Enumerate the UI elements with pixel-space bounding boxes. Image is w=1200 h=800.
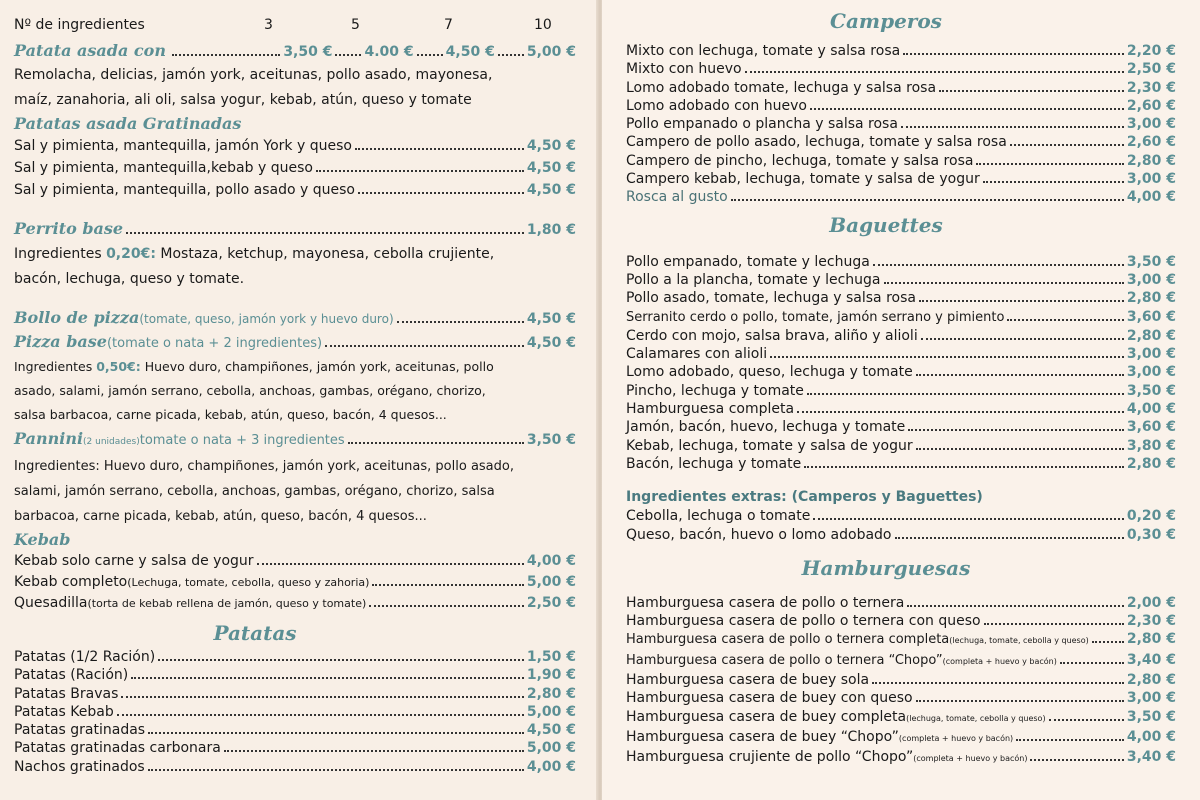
- item-name: Patatas (1/2 Ración): [14, 649, 156, 665]
- kebab-item: [14, 593, 576, 614]
- item-name: Patatas (Ración): [14, 667, 129, 684]
- camperos-item: [626, 60, 1176, 78]
- item-price: 3,00 €: [1126, 116, 1176, 133]
- baguettes-item: [626, 345, 1176, 363]
- pannini-row: [14, 427, 576, 454]
- item-name: Lomo adobado con huevo: [626, 97, 807, 114]
- extras-item: [626, 507, 1176, 525]
- item-price: 4,50 €: [526, 160, 576, 176]
- item-price: 4,00 €: [1126, 401, 1176, 418]
- item-name: Campero de pollo asado, lechuga, tomate y salsa rosa: [626, 134, 1007, 151]
- item-price: 3,60 €: [1126, 419, 1176, 436]
- baguettes-item: [626, 308, 1176, 327]
- perrito-row: [14, 217, 576, 242]
- perrito-ingredients-prefix: Ingredientes: [14, 246, 107, 262]
- item-name: Campero de pincho, lechuga, tomate y salsa rosa: [626, 152, 974, 169]
- item-name: Campero kebab, lechuga, tomate y salsa de yogur: [626, 171, 980, 188]
- item-price: 3,00 €: [1126, 364, 1176, 381]
- camperos-item: [626, 97, 1176, 115]
- item-note: (lechuga, tomate, cebolla y queso): [949, 636, 1089, 646]
- baguettes-item: [626, 327, 1176, 345]
- item-name: Hamburguesa crujiente de pollo “Chopo”: [626, 749, 914, 766]
- ingredients-count-header: [14, 14, 576, 40]
- gratinadas-title: Patatas asada Gratinadas: [14, 114, 242, 133]
- item-price: 3,50 €: [1126, 382, 1176, 399]
- baguettes-item: [626, 418, 1176, 436]
- item-name: Hamburguesa casera de buey sola: [626, 672, 870, 689]
- baguettes-item: [626, 271, 1176, 289]
- item-price: 3,40 €: [1126, 651, 1176, 668]
- baguettes-title: Baguettes: [829, 212, 943, 237]
- pannini-ingredients-1: Ingredientes: Huevo duro, champiñones, jamón york, aceitunas, pollo asado,: [14, 459, 514, 474]
- camperos-item: [626, 115, 1176, 133]
- item-name: Rosca al gusto: [626, 189, 728, 206]
- hamburguesas-title: Hamburguesas: [801, 555, 971, 580]
- item-price: 2,30 €: [1126, 613, 1176, 630]
- item-name: Nachos gratinados: [14, 758, 145, 775]
- item-name: Pollo asado, tomate, lechuga y salsa rosa: [626, 290, 916, 307]
- pizza-ingredients-3: salsa barbacoa, carne picada, kebab, atún, queso, bacón, 4 quesos...: [14, 407, 447, 422]
- item-price: 5,00 €: [526, 703, 576, 720]
- patatas-item: [14, 648, 576, 666]
- item-price: 0,20 €: [1126, 508, 1176, 525]
- item-name: Hamburguesa casera de pollo o ternera con queso: [626, 613, 981, 630]
- item-name: Pincho, lechuga y tomate: [626, 382, 804, 399]
- item-price: 3,40 €: [1126, 749, 1176, 766]
- perrito-title: Perrito base: [14, 219, 124, 238]
- camperos-item: [626, 79, 1176, 97]
- item-name: Serranito cerdo o pollo, tomate, jamón serrano y pimiento: [626, 309, 1005, 325]
- item-name: Cebolla, lechuga o tomate: [626, 508, 811, 525]
- item-price: 4,00 €: [526, 553, 576, 569]
- patatas-item: [14, 721, 576, 739]
- item-name: Patatas gratinadas: [14, 722, 146, 739]
- bollo-note: (tomate, queso, jamón york y huevo duro): [139, 312, 394, 326]
- hamburguesas-item: [626, 651, 1176, 671]
- gratinadas-item: [14, 179, 576, 201]
- item-price: 2,80 €: [1126, 290, 1176, 307]
- item-price: 3,00 €: [1126, 346, 1176, 363]
- hamburguesas-item: [626, 708, 1176, 728]
- patata-asada-ingredients-2: maíz, zanahoria, ali oli, salsa yogur, kebab, atún, queso y tomate: [14, 92, 472, 108]
- item-price: 5,00 €: [526, 740, 576, 757]
- camperos-title: Camperos: [830, 9, 942, 33]
- item-name: Queso, bacón, huevo o lomo adobado: [626, 526, 892, 543]
- item-price: 2,60 €: [1126, 97, 1176, 114]
- item-name: Pollo empanado o plancha y salsa rosa: [626, 116, 898, 133]
- pizza-ingredients-list: Huevo duro, champiñones, jamón york, aceitunas, pollo: [140, 359, 494, 374]
- item-note: (torta de kebab rellena de jamón, queso y tomate): [87, 597, 367, 610]
- camperos-item: [626, 170, 1176, 188]
- item-note: (Lechuga, tomate, cebolla, queso y zahoria): [127, 576, 370, 589]
- baguettes-item: [626, 437, 1176, 455]
- item-note: (completa + huevo y bacón): [913, 754, 1028, 764]
- left-page: [0, 0, 598, 800]
- pannini-title: Pannini: [14, 429, 84, 448]
- camperos-item: [626, 188, 1176, 206]
- patata-asada-price-10: 5,00 €: [526, 44, 576, 60]
- patata-asada-title: Patata asada con: [14, 41, 166, 60]
- item-note: (lechuga, tomate, cebolla y queso): [906, 713, 1046, 723]
- item-price: 5,00 €: [526, 574, 576, 590]
- item-price: 1,90 €: [526, 667, 576, 684]
- item-price: 4,50 €: [526, 722, 576, 739]
- patatas-list: [14, 648, 576, 776]
- perrito-price: 1,80 €: [526, 222, 576, 238]
- baguettes-item: [626, 400, 1176, 418]
- item-price: 2,30 €: [1126, 79, 1176, 96]
- extras-item: [626, 526, 1176, 544]
- pizza-price: 4,50 €: [526, 335, 576, 351]
- size-5: 5: [351, 17, 360, 33]
- kebab-item: [14, 572, 576, 593]
- item-price: 2,00 €: [1126, 594, 1176, 611]
- hamburguesas-item: [626, 630, 1176, 650]
- pizza-ingredients-price: 0,50€:: [96, 359, 141, 374]
- item-price: 2,80 €: [1126, 327, 1176, 344]
- item-name: Kebab, lechuga, tomate y salsa de yogur: [626, 437, 913, 454]
- pizza-row: [14, 331, 576, 355]
- item-name: Quesadilla: [14, 595, 88, 611]
- item-price: 1,50 €: [526, 649, 576, 665]
- ingredients-count-label: Nº de ingredientes: [14, 17, 145, 33]
- item-price: 3,00 €: [1126, 171, 1176, 188]
- baguettes-item: [626, 363, 1176, 381]
- bollo-title: Bollo de pizza: [14, 308, 140, 327]
- hamburguesas-item: [626, 612, 1176, 630]
- item-name: Jamón, bacón, huevo, lechuga y tomate: [626, 419, 906, 436]
- item-name: Patatas Bravas: [14, 685, 119, 702]
- item-name: Patatas Kebab: [14, 703, 114, 720]
- item-name: Sal y pimienta, mantequilla, pollo asado y queso: [14, 182, 355, 198]
- item-price: 3,80 €: [1126, 437, 1176, 454]
- item-name: Pollo empanado, tomate y lechuga: [626, 253, 870, 270]
- perrito-ingredients-2: bacón, lechuga, queso y tomate.: [14, 271, 245, 287]
- item-price: 4,50 €: [526, 182, 576, 198]
- size-3: 3: [264, 17, 273, 33]
- item-note: (completa + huevo y bacón): [898, 733, 1014, 743]
- kebab-item: [14, 551, 576, 572]
- patatas-item: [14, 666, 576, 684]
- item-name: Hamburguesa casera de pollo o ternera “Chopo”: [626, 652, 943, 668]
- patata-asada-ingredients-1: Remolacha, delicias, jamón york, aceitunas, pollo asado, mayonesa,: [14, 67, 493, 83]
- extras-list: [626, 507, 1176, 544]
- item-name: Hamburguesa casera de buey completa: [626, 708, 907, 725]
- kebab-title: Kebab: [14, 530, 71, 549]
- camperos-item: [626, 133, 1176, 151]
- patata-asada-price-5: 4.00 €: [364, 44, 414, 60]
- pizza-title: Pizza base: [14, 332, 107, 351]
- item-name: Bacón, lechuga y tomate: [626, 455, 802, 472]
- patatas-item: [14, 739, 576, 757]
- item-name: Hamburguesa casera de pollo o ternera: [626, 594, 905, 611]
- pizza-ingredients-2: asado, salami, jamón serrano, cebolla, anchoas, gambas, orégano, chorizo,: [14, 383, 486, 398]
- item-price: 2,60 €: [1126, 134, 1176, 151]
- item-price: 3,60 €: [1126, 308, 1176, 325]
- item-name: Sal y pimienta, mantequilla,kebab y queso: [14, 160, 313, 176]
- hamburguesas-item: [626, 728, 1176, 748]
- item-name: Kebab solo carne y salsa de yogur: [14, 553, 254, 569]
- hamburguesas-list: [626, 594, 1176, 769]
- item-name: Hamburguesa casera de buey con queso: [626, 690, 913, 707]
- item-price: 2,20 €: [1126, 43, 1176, 59]
- item-price: 3,50 €: [1126, 253, 1176, 270]
- camperos-item: [626, 152, 1176, 170]
- item-price: 2,80 €: [526, 685, 576, 702]
- pannini-note: tomate o nata + 3 ingredientes: [139, 433, 345, 448]
- gratinadas-item: [14, 157, 576, 179]
- item-price: 4,50 €: [526, 138, 576, 154]
- patata-asada-row: [14, 40, 576, 63]
- bollo-price: 4,50 €: [526, 311, 576, 327]
- item-name: Hamburguesa casera de pollo o ternera completa: [626, 632, 950, 648]
- item-price: 0,30 €: [1126, 526, 1176, 543]
- baguettes-item: [626, 253, 1176, 271]
- item-price: 4,00 €: [1126, 728, 1176, 745]
- item-name: Lomo adobado tomate, lechuga y salsa rosa: [626, 79, 937, 96]
- item-name: Calamares con alioli: [626, 346, 768, 363]
- hamburguesas-item: [626, 689, 1176, 707]
- item-price: 4,00 €: [526, 758, 576, 775]
- patata-asada-price-7: 4,50 €: [445, 44, 495, 60]
- item-name: Patatas gratinadas carbonara: [14, 740, 221, 757]
- item-price: 2,50 €: [526, 595, 576, 611]
- item-price: 2,80 €: [1126, 631, 1176, 648]
- camperos-item: [626, 42, 1176, 60]
- patata-asada-price-3: 3,50 €: [283, 44, 333, 60]
- pannini-ingredients-3: barbacoa, carne picada, kebab, atún, queso, bacón, 4 quesos...: [14, 509, 427, 524]
- pizza-ingredients-1: [14, 355, 576, 379]
- size-10: 10: [534, 17, 552, 33]
- pizza-ingredients-prefix: Ingredientes: [14, 359, 97, 374]
- patatas-item: [14, 703, 576, 721]
- patatas-item: [14, 758, 576, 776]
- item-name: Lomo adobado, queso, lechuga y tomate: [626, 364, 913, 381]
- item-price: 2,80 €: [1126, 672, 1176, 689]
- hamburguesas-item: [626, 594, 1176, 612]
- pizza-note: (tomate o nata + 2 ingredientes): [106, 336, 323, 351]
- camperos-list: [626, 42, 1176, 207]
- item-name: Hamburguesa completa: [626, 401, 795, 418]
- baguettes-item: [626, 382, 1176, 400]
- item-price: 2,50 €: [1126, 61, 1176, 78]
- item-name: Pollo a la plancha, tomate y lechuga: [626, 271, 881, 288]
- item-name: Sal y pimienta, mantequilla, jamón York y queso: [14, 138, 352, 154]
- gratinadas-item: [14, 135, 576, 157]
- item-note: (completa + huevo y bacón): [942, 656, 1057, 666]
- item-price: 3,50 €: [1126, 708, 1176, 725]
- pannini-units: (2 unidades): [83, 437, 140, 447]
- patatas-item: [14, 685, 576, 703]
- hamburguesas-item: [626, 748, 1176, 768]
- patatas-title: Patatas: [213, 621, 297, 645]
- perrito-ingredients-1: [14, 242, 576, 267]
- perrito-ingredients-price: 0,20€:: [106, 246, 156, 262]
- bollo-row: [14, 306, 576, 331]
- perrito-ingredients-list: Mostaza, ketchup, mayonesa, cebolla crujiente,: [155, 246, 495, 262]
- size-7: 7: [444, 17, 453, 33]
- item-name: Hamburguesa casera de buey “Chopo”: [626, 728, 899, 745]
- item-price: 4,00 €: [1126, 189, 1176, 206]
- baguettes-list: [626, 253, 1176, 474]
- item-price: 3,00 €: [1126, 690, 1176, 707]
- item-price: 2,80 €: [1126, 455, 1176, 472]
- item-name: Cerdo con mojo, salsa brava, aliño y alioli: [626, 327, 918, 344]
- baguettes-item: [626, 455, 1176, 473]
- extras-title: Ingredientes extras: (Camperos y Baguettes): [626, 489, 983, 506]
- item-name: Mixto con huevo: [626, 61, 742, 78]
- baguettes-item: [626, 289, 1176, 307]
- item-name: Kebab completo: [14, 574, 128, 590]
- pannini-price: 3,50 €: [526, 432, 576, 448]
- item-price: 3,00 €: [1126, 271, 1176, 288]
- hamburguesas-item: [626, 671, 1176, 689]
- pannini-ingredients-2: salami, jamón serrano, cebolla, anchoas, gambas, orégano, chorizo, salsa: [14, 484, 495, 499]
- right-page: [602, 0, 1200, 800]
- item-price: 2,80 €: [1126, 152, 1176, 169]
- item-name: Mixto con lechuga, tomate y salsa rosa: [626, 43, 901, 59]
